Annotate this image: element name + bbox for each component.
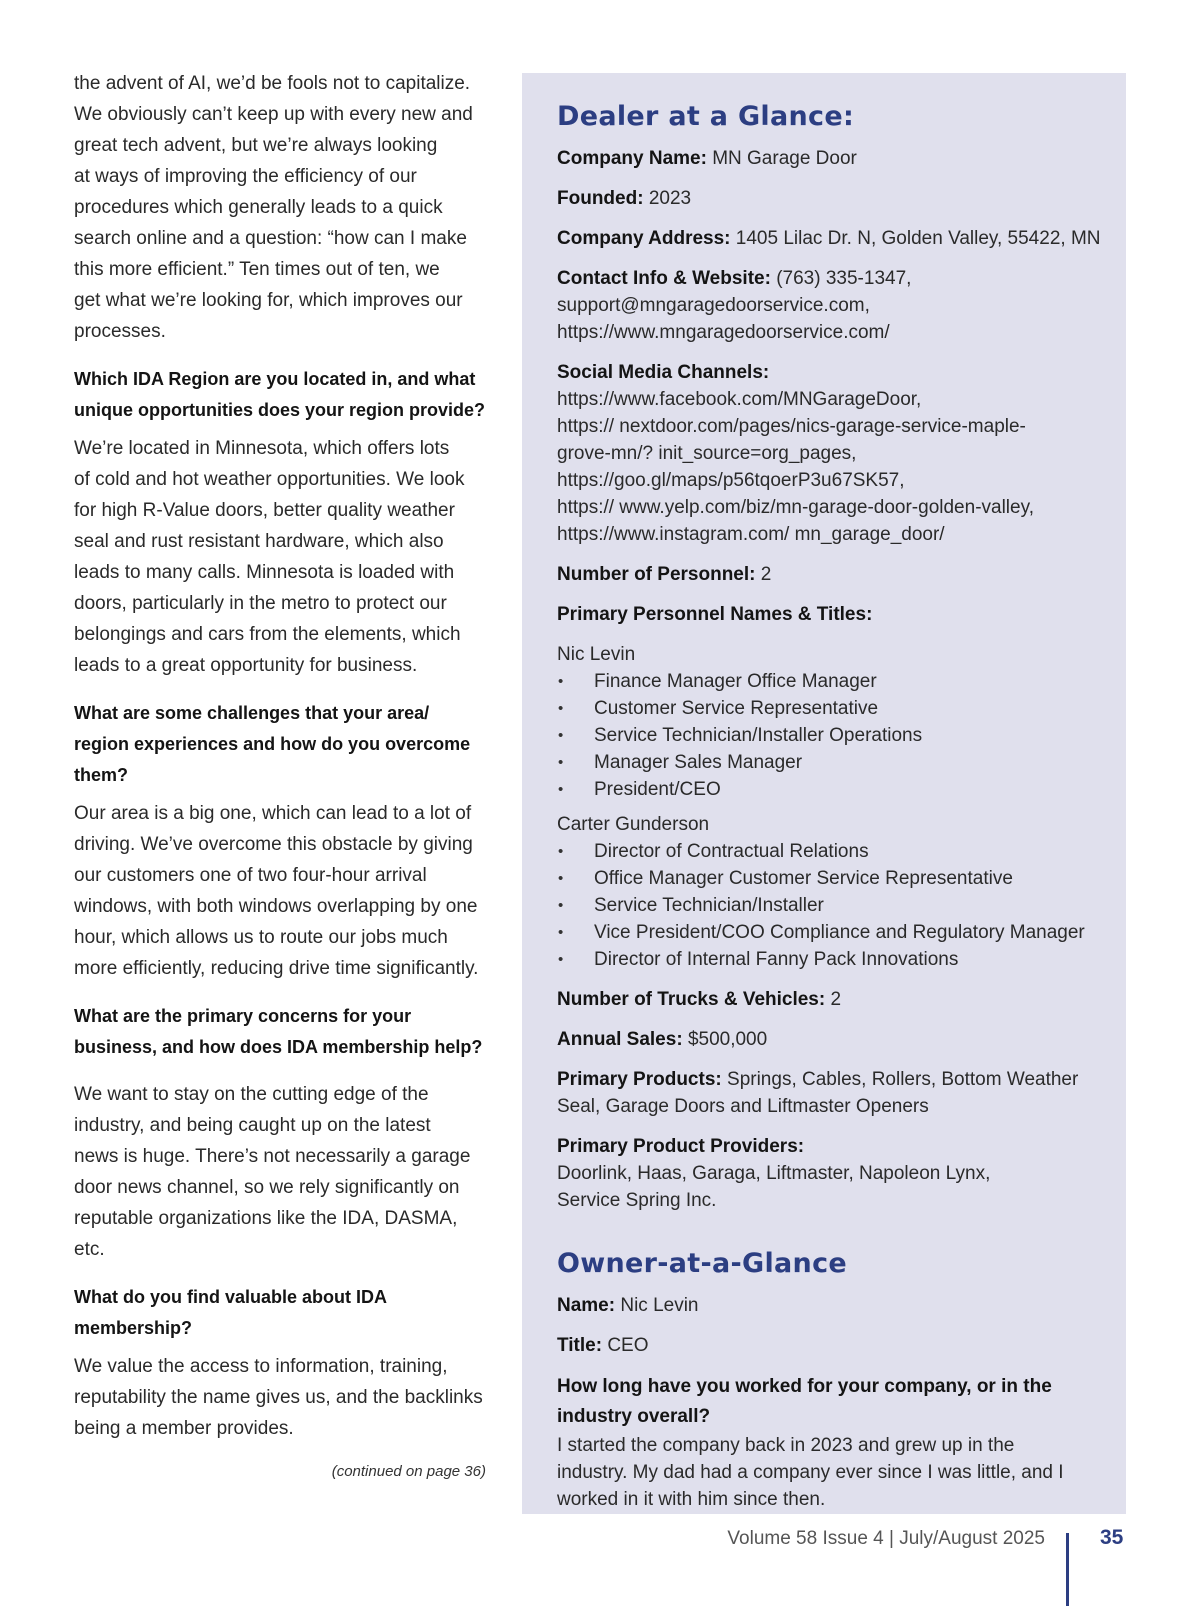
field-value: 2	[830, 989, 842, 1010]
field-value: CEO	[607, 1335, 649, 1356]
company-address-field	[557, 225, 1108, 252]
field-label: Name:	[557, 1295, 616, 1316]
trucks-field	[557, 986, 1108, 1013]
text-line: I started the company back in 2023 and grew up in the	[557, 1435, 1015, 1456]
text-line: belongings and cars from the elements, which	[74, 624, 461, 645]
text-line: of cold and hot weather opportunities. We look	[74, 469, 465, 490]
personnel-count-field	[557, 561, 1108, 588]
interview-column	[74, 68, 486, 1482]
primary-products-field	[557, 1066, 1108, 1120]
text-line: get what we’re looking for, which improves our	[74, 290, 463, 311]
field-value: Seal, Garage Doors and Liftmaster Openers	[557, 1096, 929, 1117]
field-value: Nic Levin	[620, 1295, 699, 1316]
title-item: • Service Technician/Installer	[557, 892, 1108, 919]
question-heading	[74, 1001, 486, 1063]
text-line: more efficiently, reducing drive time significantly.	[74, 958, 479, 979]
field-value: Doorlink, Haas, Garaga, Liftmaster, Napoleon Lynx,	[557, 1163, 991, 1184]
text-line: industry. My dad had a company ever since I was little, and I	[557, 1462, 1064, 1483]
text-line: seal and rust resistant hardware, which also	[74, 531, 444, 552]
continued-note: (continued on page 36)	[331, 1463, 486, 1480]
text-line: windows, with both windows overlapping by one	[74, 896, 478, 917]
title-list	[557, 668, 1108, 803]
answer-paragraph	[74, 1079, 486, 1265]
field-label: Founded:	[557, 188, 644, 209]
contact-field	[557, 265, 1108, 346]
field-value: 1405 Lilac Dr. N, Golden Valley, 55422, MN	[735, 228, 1101, 249]
text-line: Our area is a big one, which can lead to a lot of	[74, 803, 472, 824]
answer-paragraph	[74, 1351, 486, 1444]
annual-sales-field	[557, 1026, 1108, 1053]
text-line: Which IDA Region are you located in, and what	[74, 369, 476, 389]
title-item: • Director of Internal Fanny Pack Innovations	[557, 946, 1108, 973]
text-line: industry, and being caught up on the latest	[74, 1115, 431, 1136]
field-label: Annual Sales:	[557, 1029, 683, 1050]
social-link[interactable]: https://www.instagram.com/ mn_garage_door/	[557, 524, 945, 545]
personnel-names-field	[557, 601, 1108, 628]
text-line: search online and a question: “how can I make	[74, 228, 467, 249]
person-name: Nic Levin	[557, 644, 636, 665]
issue-info: Volume 58 Issue 4 | July/August 2025	[727, 1528, 1045, 1549]
text-line: We want to stay on the cutting edge of the	[74, 1084, 429, 1105]
footer-divider	[1066, 1533, 1069, 1606]
dealer-heading: Dealer at a Glance:	[557, 101, 855, 132]
field-value: MN Garage Door	[712, 148, 857, 169]
person-block	[557, 811, 1108, 973]
title-list	[557, 838, 1108, 973]
title-item: • Finance Manager Office Manager	[557, 668, 1108, 695]
text-line: great tech advent, but we’re always looking	[74, 135, 438, 156]
field-label: Title:	[557, 1335, 603, 1356]
contact-phone: (763) 335-1347,	[776, 268, 912, 289]
text-line: unique opportunities does your region provide?	[74, 400, 486, 420]
text-line: at ways of improving the efficiency of our	[74, 166, 417, 187]
founded-field	[557, 185, 1108, 212]
text-line: processes.	[74, 321, 166, 342]
text-line: We value the access to information, training,	[74, 1356, 448, 1377]
contact-email-link[interactable]: support@mngaragedoorservice.com,	[557, 295, 870, 316]
title-item: • Manager Sales Manager	[557, 749, 1108, 776]
page-number: 35	[1100, 1526, 1124, 1549]
text-line: being a member provides.	[74, 1418, 294, 1439]
text-line: for high R-Value doors, better quality weather	[74, 500, 455, 521]
field-value: Service Spring Inc.	[557, 1190, 717, 1211]
question-heading	[74, 698, 486, 791]
text-line: business, and how does IDA membership help?	[74, 1037, 483, 1057]
company-name-field	[557, 145, 1108, 172]
text-line: procedures which generally leads to a quick	[74, 197, 443, 218]
person-block	[557, 641, 1108, 803]
text-line: How long have you worked for your company, or in the	[557, 1376, 1052, 1397]
title-item: • Customer Service Representative	[557, 695, 1108, 722]
field-label: Primary Personnel Names & Titles:	[557, 604, 873, 625]
text-line: leads to many calls. Minnesota is loaded with	[74, 562, 455, 583]
question-heading	[74, 1282, 486, 1344]
social-link[interactable]: grove-mn/? init_source=org_pages,	[557, 443, 857, 464]
field-label: Social Media Channels:	[557, 362, 770, 383]
field-label: Company Name:	[557, 148, 707, 169]
product-providers-field	[557, 1133, 1108, 1214]
text-line: the advent of AI, we’d be fools not to capitalize.	[74, 73, 471, 94]
field-value: 2023	[648, 188, 692, 209]
title-item: • Office Manager Customer Service Representative	[557, 865, 1108, 892]
text-line: them?	[74, 765, 128, 785]
text-line: What do you find valuable about IDA	[74, 1287, 387, 1307]
answer-paragraph	[74, 433, 486, 681]
owner-question	[557, 1372, 1108, 1432]
text-line: We obviously can’t keep up with every new and	[74, 104, 473, 125]
social-media-field	[557, 359, 1108, 548]
owner-qa	[557, 1372, 1108, 1513]
contact-website-link[interactable]: https://www.mngaragedoorservice.com/	[557, 322, 890, 343]
owner-title-field	[557, 1332, 1108, 1359]
owner-heading: Owner-at-a-Glance	[557, 1248, 847, 1279]
text-line: this more efficient.” Ten times out of ten, we	[74, 259, 440, 280]
title-item: • President/CEO	[557, 776, 1108, 803]
text-line: reputability the name gives us, and the backlinks	[74, 1387, 483, 1408]
answer-paragraph	[74, 798, 486, 984]
text-line: news is huge. There’s not necessarily a garage	[74, 1146, 471, 1167]
text-line: our customers one of two four-hour arrival	[74, 865, 427, 886]
title-item: • Director of Contractual Relations	[557, 838, 1108, 865]
answer-paragraph	[74, 68, 486, 347]
social-link[interactable]: https:// nextdoor.com/pages/nics-garage-service-maple-	[557, 416, 1026, 437]
social-link[interactable]: https://goo.gl/maps/p56tqoerP3u67SK57,	[557, 470, 905, 491]
field-label: Company Address:	[557, 228, 731, 249]
field-label: Primary Product Providers:	[557, 1136, 805, 1157]
field-value: Springs, Cables, Rollers, Bottom Weather	[727, 1069, 1079, 1090]
field-value: 2	[760, 564, 772, 585]
text-line: region experiences and how do you overcome	[74, 734, 471, 754]
person-name: Carter Gunderson	[557, 814, 710, 835]
field-label: Number of Trucks & Vehicles:	[557, 989, 826, 1010]
text-line: doors, particularly in the metro to protect our	[74, 593, 447, 614]
text-line: door news channel, so we rely significantly on	[74, 1177, 460, 1198]
text-line: hour, which allows us to route our jobs much	[74, 927, 448, 948]
text-line: leads to a great opportunity for business.	[74, 655, 418, 676]
field-label: Number of Personnel:	[557, 564, 756, 585]
field-value: $500,000	[687, 1029, 768, 1050]
title-item: • Service Technician/Installer Operations	[557, 722, 1108, 749]
owner-answer	[557, 1432, 1108, 1513]
social-link[interactable]: https://www.facebook.com/MNGarageDoor,	[557, 389, 922, 410]
text-line: driving. We’ve overcome this obstacle by giving	[74, 834, 473, 855]
text-line: We’re located in Minnesota, which offers lots	[74, 438, 450, 459]
text-line: worked in it with him since then.	[557, 1489, 826, 1510]
field-label: Contact Info & Website:	[557, 268, 771, 289]
social-link[interactable]: https:// www.yelp.com/biz/mn-garage-door-golden-valley,	[557, 497, 1034, 518]
question-heading	[74, 364, 486, 426]
text-line: What are some challenges that your area/	[74, 703, 430, 723]
title-item: • Vice President/COO Compliance and Regulatory Manager	[557, 919, 1108, 946]
text-line: reputable organizations like the IDA, DASMA, etc.	[74, 1208, 458, 1260]
text-line: membership?	[74, 1318, 193, 1338]
field-label: Primary Products:	[557, 1069, 722, 1090]
dealer-at-a-glance-panel	[522, 73, 1126, 1514]
text-line: What are the primary concerns for your	[74, 1006, 412, 1026]
text-line: industry overall?	[557, 1406, 711, 1427]
owner-name-field	[557, 1292, 1108, 1319]
